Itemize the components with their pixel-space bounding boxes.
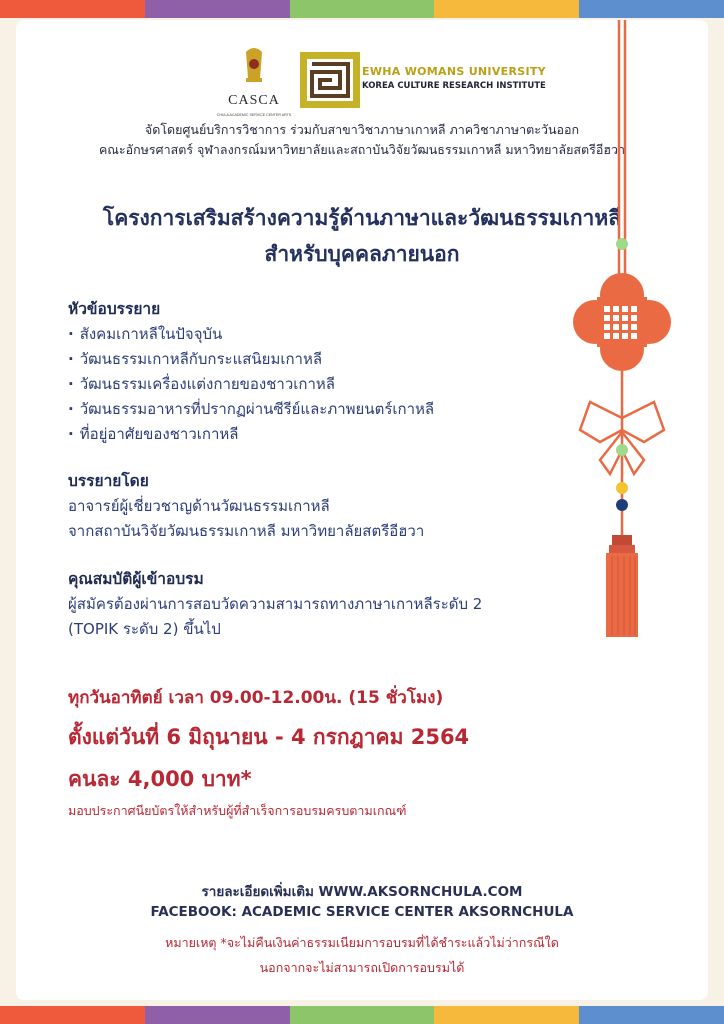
stripe-segment-5: [579, 1006, 724, 1024]
qualification-line-1: ผู้สมัครต้องผ่านการสอบวัดความสามารถทางภาษาเกาหลีระดับ 2: [68, 595, 483, 613]
top-color-stripe: [0, 0, 724, 18]
lecturer-heading: บรรยายโดย: [68, 472, 149, 490]
topic-item: · วัฒนธรรมเกาหลีกับกระแสนิยมเกาหลี: [68, 347, 322, 371]
topic-item: · ที่อยู่อาศัยของชาวเกาหลี: [68, 422, 238, 446]
tassel-icon: [606, 553, 638, 637]
chula-emblem-icon: [246, 48, 262, 82]
refund-note-line-2: นอกจากจะไม่สามารถเปิดการอบรมได้: [259, 960, 465, 975]
ewha-university-name: EWHA WOMANS UNIVERSITY: [362, 65, 546, 78]
ewha-logo-icon: [300, 52, 360, 108]
refund-note-line-1: หมายเหตุ *จะไม่คืนเงินค่าธรรมเนียมการอบรมที่ได้ชำระแล้วไม่ว่ากรณีใด: [165, 935, 559, 950]
website-link[interactable]: รายละเอียดเพิ่มเติม WWW.AKSORNCHULA.COM: [201, 884, 523, 900]
page-title-line-1: โครงการเสริมสร้างความรู้ด้านภาษาและวัฒนธรรมเกาหลี: [102, 206, 622, 230]
course-price: คนละ 4,000 บาท*: [68, 767, 252, 791]
topics-heading: หัวข้อบรรยาย: [68, 300, 161, 318]
certificate-note: มอบประกาศนียบัตรให้สำหรับผู้ที่สำเร็จการอบรมครบตามเกณฑ์: [68, 803, 407, 818]
bottom-color-stripe: [0, 1006, 724, 1024]
facebook-link[interactable]: FACEBOOK: ACADEMIC SERVICE CENTER AKSORNCHULA: [150, 904, 574, 920]
lecturer-line-1: อาจารย์ผู้เชี่ยวชาญด้านวัฒนธรรมเกาหลี: [68, 497, 330, 515]
flower-knot-icon: [573, 273, 671, 371]
qualification-line-2: (TOPIK ระดับ 2) ขึ้นไป: [68, 620, 221, 638]
schedule-dates: ตั้งแต่วันที่ 6 มิถุนายน - 4 กรกฎาคม 2564: [68, 725, 470, 749]
poster-card: [16, 20, 708, 1000]
organizer-line-2: คณะอักษรศาสตร์ จุฬาลงกรณ์มหาวิทยาลัยและสถาบันวิจัยวัฒนธรรมเกาหลี มหาวิทยาลัยสตรีอีฮวา: [98, 142, 626, 157]
topic-item: · วัฒนธรรมอาหารที่ปรากฏผ่านซีรีย์และภาพยนตร์เกาหลี: [68, 397, 434, 421]
topic-item: · วัฒนธรรมเครื่องแต่งกายของชาวเกาหลี: [68, 372, 335, 396]
ewha-institute-name: KOREA CULTURE RESEARCH INSTITUTE: [362, 81, 546, 91]
korean-knot-ornament-icon: [572, 20, 692, 660]
stripe-segment-3: [290, 1006, 435, 1024]
yellow-bead-icon: [616, 482, 628, 494]
stripe-segment-1: [0, 0, 145, 18]
green-bead-icon: [616, 444, 628, 456]
qualification-heading: คุณสมบัติผู้เข้าอบรม: [68, 570, 204, 588]
lecturer-line-2: จากสถาบันวิจัยวัฒนธรรมเกาหลี มหาวิทยาลัยสตรีอีฮวา: [68, 522, 425, 540]
ewha-text-block: [362, 65, 546, 91]
green-bead-icon: [616, 238, 628, 250]
blue-bead-icon: [616, 499, 628, 511]
topic-item: · สังคมเกาหลีในปัจจุบัน: [68, 322, 222, 346]
stripe-segment-2: [145, 0, 290, 18]
schedule-time: ทุกวันอาทิตย์ เวลา 09.00-12.00น. (15 ชั่วโมง): [68, 688, 444, 708]
organizer-line-1: จัดโดยศูนย์บริการวิชาการ ร่วมกับสาขาวิชาภาษาเกาหลี ภาควิชาภาษาตะวันออก: [144, 122, 580, 137]
stripe-segment-4: [434, 0, 579, 18]
page-title-line-2: สำหรับบุคคลภายนอก: [264, 242, 460, 266]
stripe-segment-5: [579, 0, 724, 18]
stripe-segment-1: [0, 1006, 145, 1024]
casca-logo-subtitle: CHULA ACADEMIC SERVICE CENTER ARTS: [216, 113, 292, 117]
stripe-segment-4: [434, 1006, 579, 1024]
stripe-segment-3: [290, 0, 435, 18]
casca-logo: [212, 44, 296, 120]
casca-logo-text: CASCA: [228, 93, 280, 108]
stripe-segment-2: [145, 1006, 290, 1024]
